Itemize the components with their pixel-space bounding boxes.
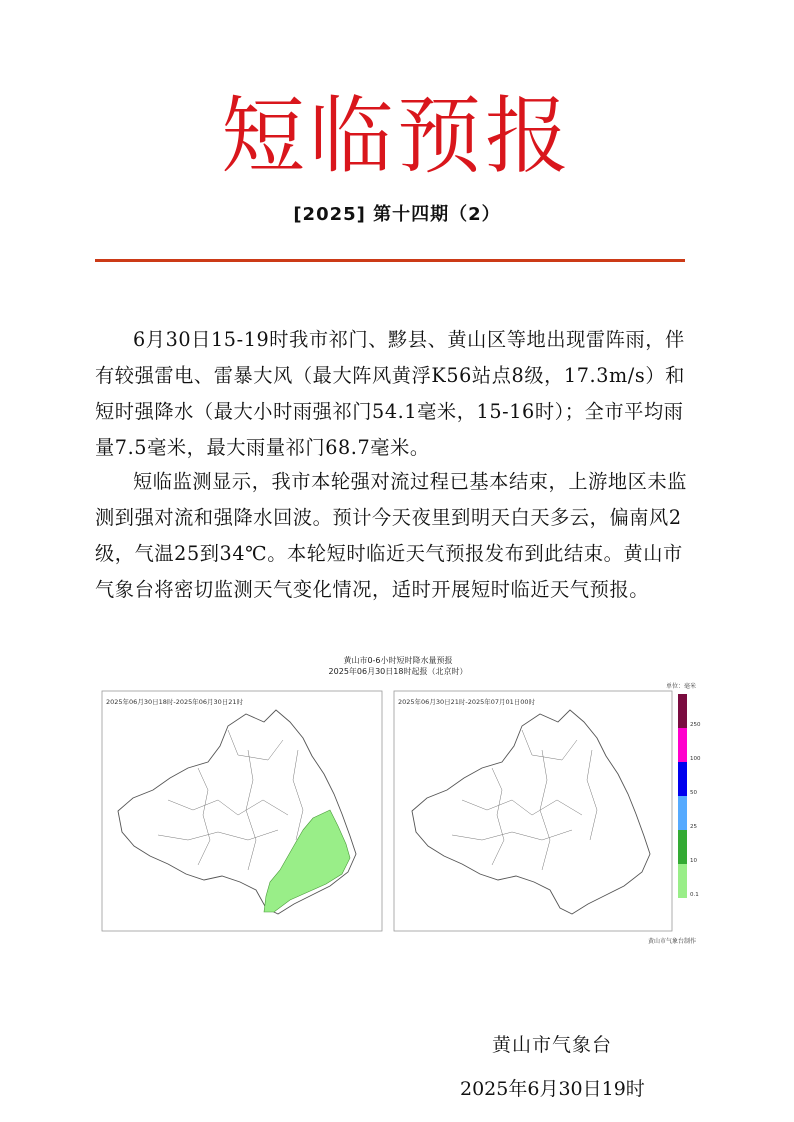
legend-unit: 单位：毫米 <box>665 683 696 690</box>
forecast-panel-1 <box>102 691 382 931</box>
page-title: 短临预报 <box>220 87 573 185</box>
legend-swatch <box>678 864 687 898</box>
issue-date: 2025年6月30日19时 <box>460 1078 645 1100</box>
panel-1-time-label: 2025年06月30日18时-2025年06月30日21时 <box>106 698 244 706</box>
figure-credit: 黄山市气象台制作 <box>647 938 696 945</box>
legend-swatch <box>678 796 687 830</box>
legend-swatch <box>678 830 687 864</box>
legend-tick-label: 25 <box>690 824 697 830</box>
body-paragraph-2: 短临监测显示，我市本轮强对流过程已基本结束，上游地区未监测到强对流和强降水回波。预计今天夜里到明天白天多云，偏南风2级，气温25到34℃。本轮短时临近天气预报发布到此结束。黄山市气象台将密切监测天气变化情况，适时开展短时临近天气预报。 <box>95 470 688 601</box>
panel-2-time-label: 2025年06月30日21时-2025年07月01日00时 <box>398 698 536 706</box>
legend-swatch <box>678 694 687 728</box>
figure-subtitle: 2025年06月30日18时起报（北京时） <box>328 667 468 676</box>
legend-tick-label: 50 <box>690 790 697 796</box>
header-divider <box>95 259 685 262</box>
precipitation-forecast-figure <box>98 650 701 945</box>
legend-tick-label: 10 <box>690 858 697 864</box>
forecast-panel-2 <box>394 691 672 931</box>
legend-tick-label: 250 <box>690 722 701 728</box>
legend-tick-label: 0.1 <box>690 892 699 898</box>
issue-number: [2025] 第十四期（2） <box>293 204 501 225</box>
figure-title: 黄山市0-6小时短时降水量预报 <box>343 656 453 665</box>
legend-swatch <box>678 762 687 796</box>
legend-tick-label: 100 <box>690 756 701 762</box>
issuing-organization: 黄山市气象台 <box>492 1034 613 1056</box>
body-paragraph-1: 6月30日15-19时我市祁门、黟县、黄山区等地出现雷阵雨，伴有较强雷电、雷暴大风（最大阵风黄浮K56站点8级，17.3m/s）和短时强降水（最大小时雨强祁门54.1毫米，15-16时）；全市平均雨量7.5毫米，最大雨量祁门68.7毫米。 <box>95 328 685 459</box>
legend-swatch <box>678 728 687 762</box>
